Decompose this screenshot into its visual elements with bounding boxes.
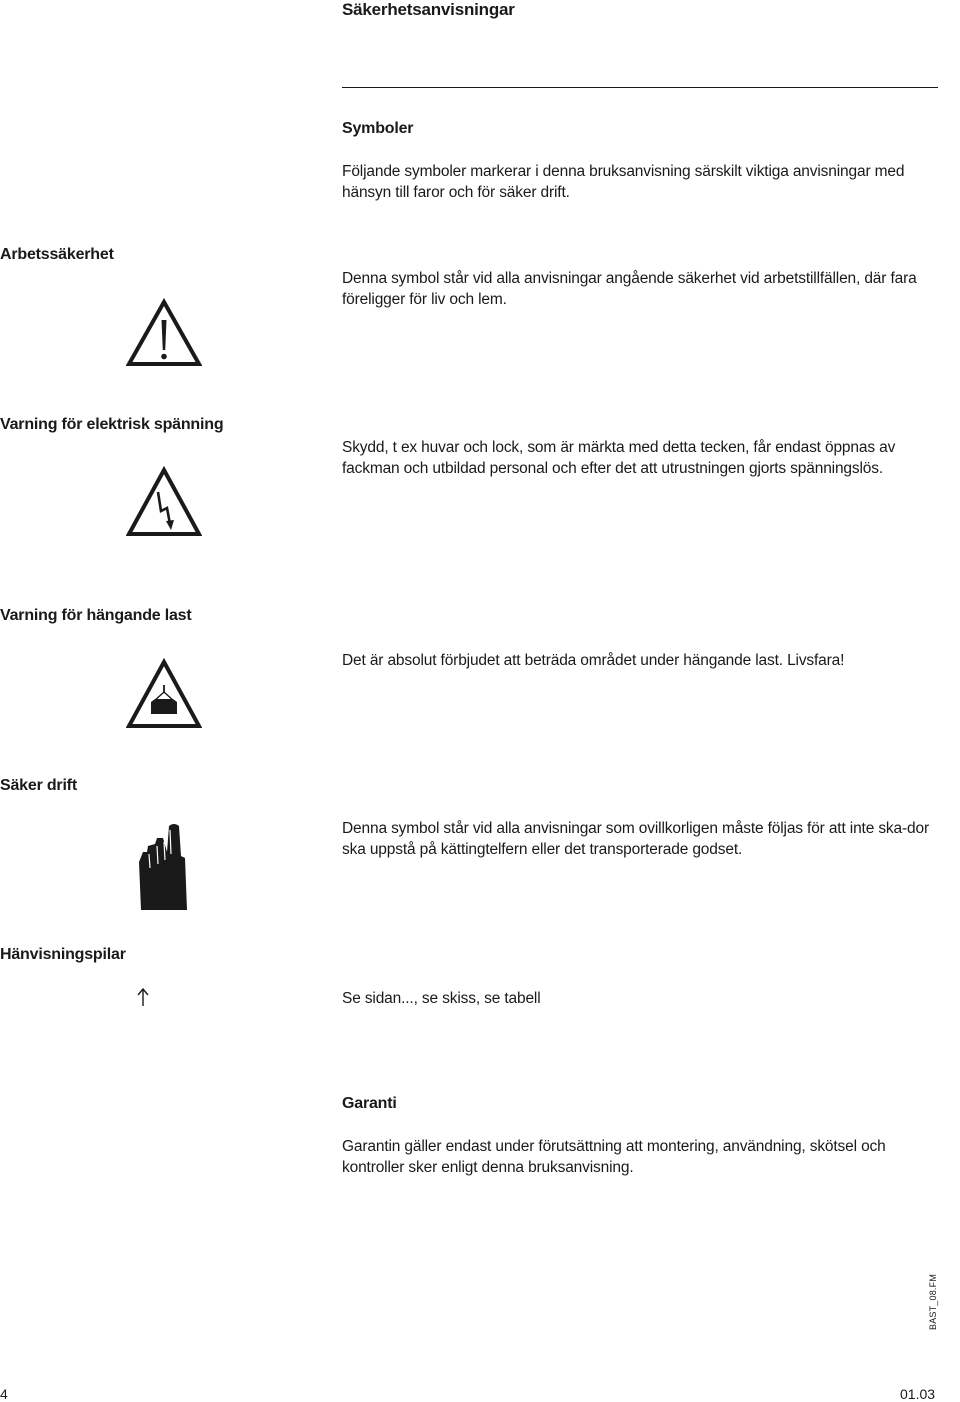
hanging-load-icon	[126, 658, 202, 730]
page-number: 4	[0, 1386, 8, 1402]
text-electric-voltage: Skydd, t ex huvar och lock, som är märkta med detta tecken, får endast öppnas av fackman och utbildad personal och efter det att utrustningen gjorts spänningslös.	[342, 439, 896, 477]
warning-triangle-icon	[126, 298, 202, 368]
warranty-text: Garantin gäller endast under förutsättning att montering, användning, skötsel och kontroller sker enligt denna bruksanvisning.	[342, 1138, 886, 1176]
symbols-heading: Symboler	[342, 120, 414, 137]
text-work-safety: Denna symbol står vid alla anvisningar angående säkerhet vid arbetstillfällen, där fara föreligger för liv och lem.	[342, 270, 917, 308]
text-reference-arrows: Se sidan..., se skiss, se tabell	[342, 990, 541, 1007]
page-title: Säkerhetsanvisningar	[342, 0, 515, 19]
label-safe-operation: Säker drift	[0, 777, 77, 794]
reference-arrow-icon	[136, 987, 150, 1007]
high-voltage-icon	[126, 466, 202, 538]
warranty-heading: Garanti	[342, 1095, 397, 1112]
pointing-hand-icon	[137, 822, 191, 910]
label-electric-voltage: Varning för elektrisk spänning	[0, 416, 224, 433]
label-hanging-load: Varning för hängande last	[0, 607, 192, 624]
file-code: BAST_08.FM	[928, 1273, 938, 1330]
text-safe-operation: Denna symbol står vid alla anvisningar som ovillkorligen måste följas för att inte ska-dor ska uppstå på kättingtelfern eller det transporterade godset.	[342, 820, 929, 858]
text-hanging-load: Det är absolut förbjudet att beträda området under hängande last. Livsfara!	[342, 652, 845, 669]
header-rule	[342, 87, 938, 88]
label-reference-arrows: Hänvisningspilar	[0, 946, 126, 963]
footer-date: 01.03	[900, 1386, 936, 1402]
label-work-safety: Arbetssäkerhet	[0, 246, 114, 263]
symbols-intro: Följande symboler markerar i denna bruksanvisning särskilt viktiga anvisningar med hänsyn till faror och för säker drift.	[342, 163, 905, 201]
